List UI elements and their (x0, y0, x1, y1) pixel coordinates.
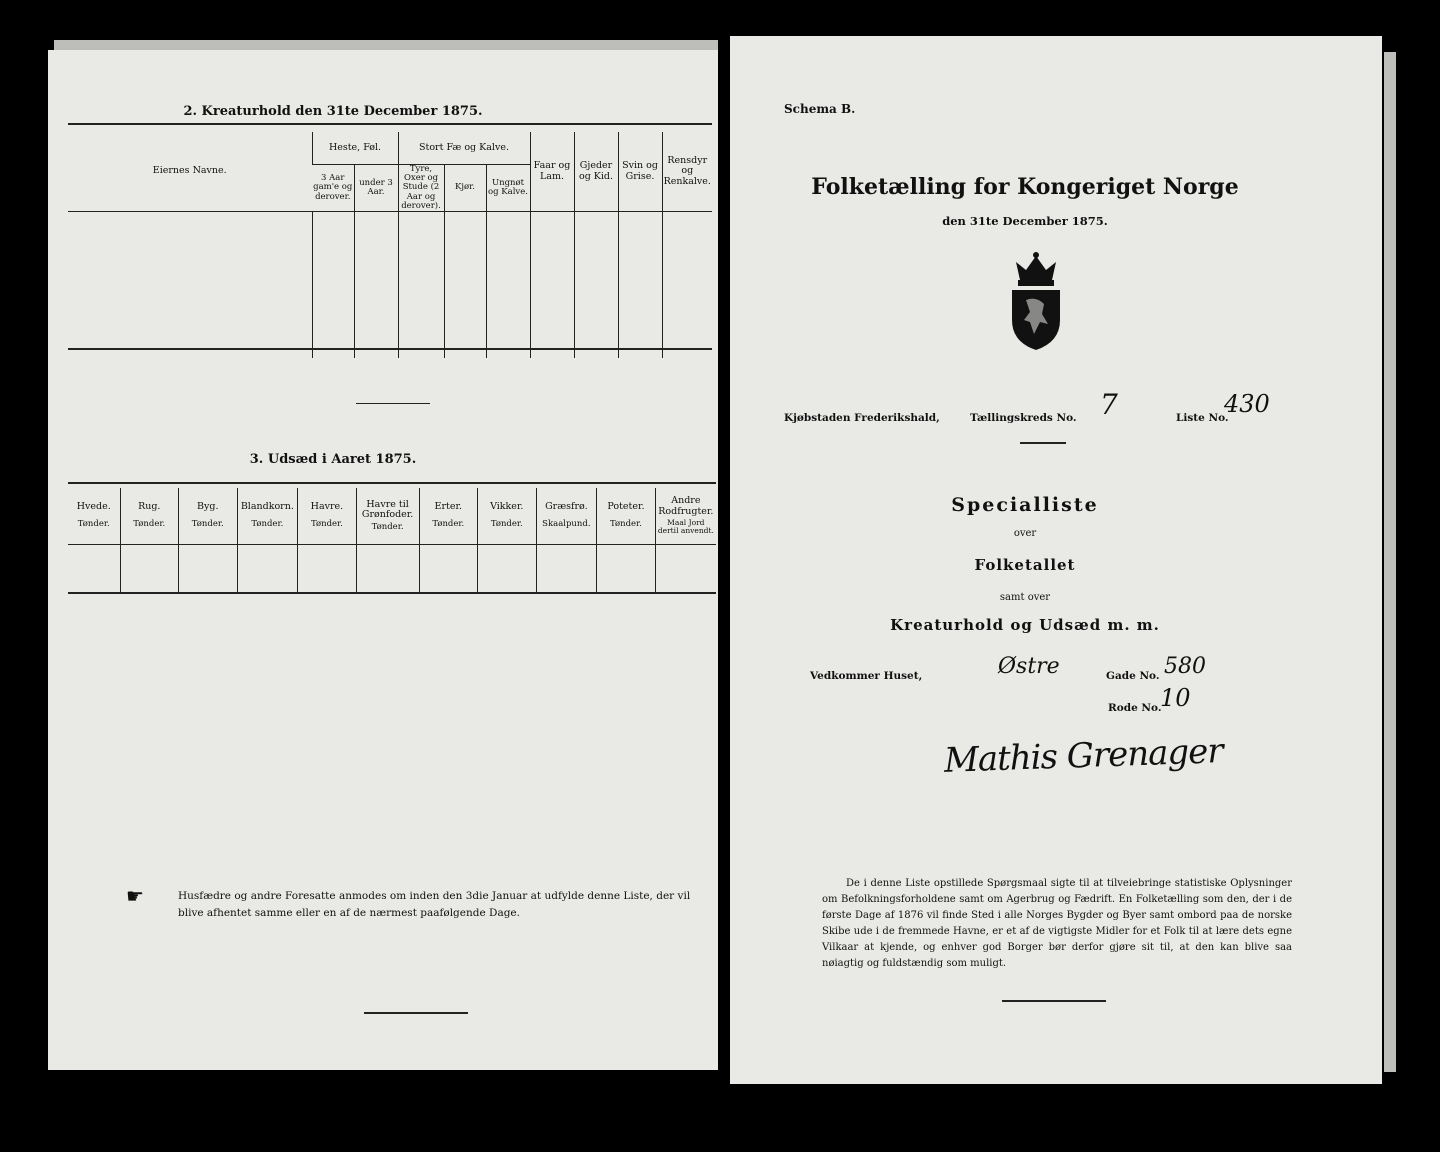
sowing-column-header: Vikker. Tønder. (478, 488, 537, 544)
divider (1002, 1000, 1106, 1002)
sowing-column-header: Hvede. Tønder. (76, 500, 111, 530)
table-cell (419, 544, 478, 592)
sowing-column-header: Havre. Tønder. (298, 488, 357, 544)
divider (1020, 442, 1066, 444)
faar-column-header: Faar og Lam. (530, 132, 574, 212)
owner-column-header: Eiernes Navne. (152, 165, 227, 177)
table-cell (478, 544, 537, 592)
table-cell (662, 212, 712, 358)
sowing-column-header: Andre Rodfrugter. Maal Jord dertil anvendt. (655, 488, 716, 544)
table-cell (444, 212, 486, 358)
table-cell (298, 544, 357, 592)
samt-over-label: samt over (999, 592, 1051, 603)
over-label: over (1013, 528, 1037, 539)
schema-label: Schema B. (784, 102, 856, 116)
section3-top-rule (68, 482, 716, 484)
kjobstad-label: Kjøbstaden Frederikshald, (784, 412, 940, 424)
table-cell (312, 212, 354, 358)
gade-value: 580 (1164, 654, 1206, 679)
livestock-table (68, 132, 712, 358)
stort-sub-header: Ungnøt og Kalve. (486, 164, 530, 212)
kreaturhold-heading: Kreaturhold og Udsæd m. m. (890, 616, 1160, 634)
sowing-data-row (68, 544, 716, 592)
coat-of-arms-icon (1006, 250, 1066, 354)
page-stack-edge (1384, 52, 1396, 1072)
table-cell (356, 544, 419, 592)
table-cell (68, 544, 120, 592)
sowing-column-header: Havre til Grønfoder. Tønder. (356, 488, 419, 544)
sowing-column-header: Poteter. Tønder. (597, 488, 656, 544)
liste-label: Liste No. (1176, 412, 1229, 424)
sowing-column-header: Rug. Tønder. (120, 488, 179, 544)
page-title: Folketælling for Kongeriget Norge (811, 174, 1239, 200)
table-cell (597, 544, 656, 592)
heste-sub-header: under 3 Aar. (354, 164, 398, 212)
kreds-value: 7 (1100, 388, 1118, 421)
divider (356, 403, 430, 404)
section3-title: 3. Udsæd i Aaret 1875. (249, 452, 417, 467)
section2-bottom-rule (68, 348, 712, 350)
sowing-column-header: Erter. Tønder. (419, 488, 478, 544)
table-cell (486, 212, 530, 358)
heste-sub-header: 3 Aar gam'e og derover. (312, 164, 354, 212)
heste-group-header: Heste, Føl. (312, 132, 398, 164)
sowing-header-row (68, 488, 716, 544)
svin-column-header: Svin og Grise. (618, 132, 662, 212)
rensdyr-column-header: Rensdyr og Renkalve. (662, 132, 712, 212)
specialliste-heading: Specialliste (951, 494, 1099, 516)
rode-label: Rode No. (1108, 702, 1162, 714)
gjeder-column-header: Gjeder og Kid. (574, 132, 618, 212)
rode-value: 10 (1160, 684, 1191, 712)
table-cell (530, 212, 574, 358)
sowing-column-header: Blandkorn. Tønder. (237, 488, 298, 544)
section2-top-rule (68, 123, 712, 125)
signature: Mathis Grenager (943, 731, 1224, 781)
table-cell (120, 544, 179, 592)
stort-sub-header: Tyre, Oxer og Stude (2 Aar og derover). (398, 164, 444, 212)
sowing-column-header: Græsfrø. Skaalpund. (536, 488, 597, 544)
table-cell (398, 212, 444, 358)
table-cell (354, 212, 398, 358)
folketallet-heading: Folketallet (974, 556, 1076, 574)
pointing-hand-icon: ☛ (126, 884, 144, 908)
stort-group-header: Stort Fæ og Kalve. (398, 132, 530, 164)
notice-text: Husfædre og andre Foresatte anmodes om inden den 3die Januar at udfylde denne Liste, der vil blive afhentet samme eller en af de nærmest paafølgende Dage. (178, 890, 691, 919)
table-cell (536, 544, 597, 592)
table-cell (655, 544, 716, 592)
section2-title: 2. Kreaturhold den 31te December 1875. (183, 104, 483, 119)
left-page (48, 50, 718, 1070)
vedkommer-label: Vedkommer Huset, (810, 670, 923, 682)
right-page (730, 36, 1382, 1084)
section3-bottom-rule (68, 592, 716, 594)
sowing-table (68, 488, 716, 592)
liste-value: 430 (1224, 390, 1270, 418)
table-cell (618, 212, 662, 358)
huset-value: Østre (998, 654, 1060, 679)
table-cell (574, 212, 618, 358)
table-cell (237, 544, 298, 592)
sowing-column-header: Byg. Tønder. (179, 488, 238, 544)
page-date: den 31te December 1875. (942, 214, 1108, 228)
divider (364, 1012, 468, 1014)
table-cell (179, 544, 238, 592)
kreds-label: Tællingskreds No. (970, 412, 1077, 424)
gade-label: Gade No. (1106, 670, 1160, 682)
table-cell (68, 212, 312, 358)
stort-sub-header: Kjør. (444, 164, 486, 212)
information-paragraph: De i denne Liste opstillede Spørgsmaal sigte til at tilveiebringe statistiske Oplysninger om Befolkningsforholdene samt om Agerbrug og Fædrift. En Folketælling som den, der i de første Dage af 1876 vil finde Sted i alle Norges Bygder og Byer samt ombord paa de norske Skibe ude i de fremmede Havne, er et af de vigtigste Midler for et Folk til at lære dets egne Vilkaar at kjende, og enhver god Borger bør derfor gjøre sit til, at den kan blive saa nøiagtig og fuldstændig som muligt. (822, 878, 1292, 969)
